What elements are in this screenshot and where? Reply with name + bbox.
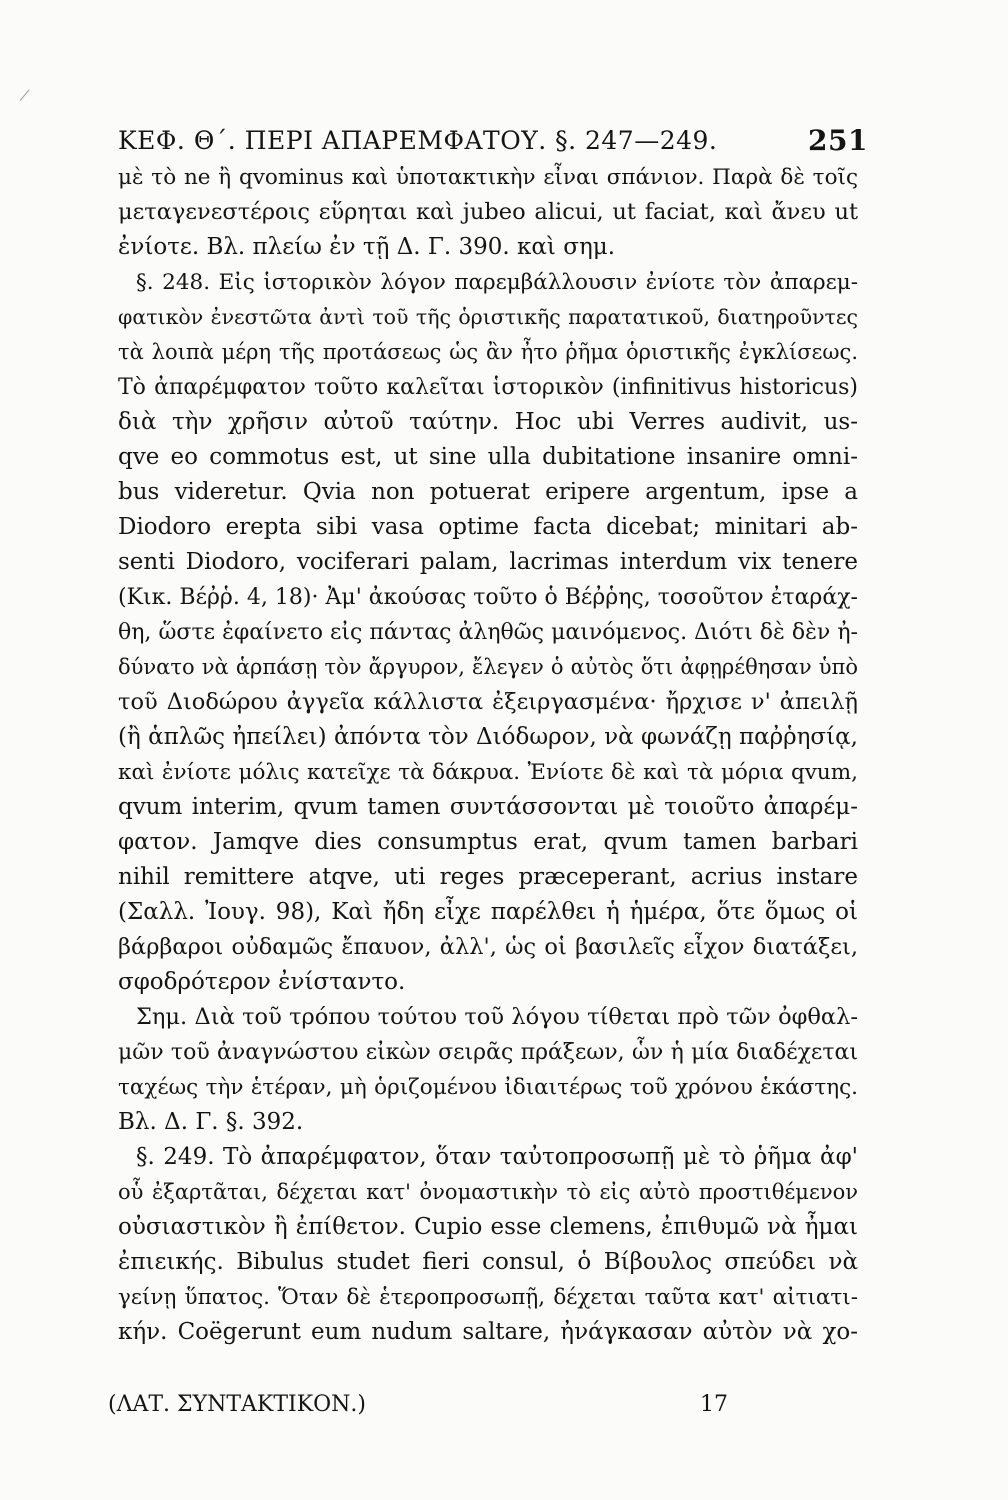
text-line: βάρβαροι οὐδαμῶς ἔπαυον, ἀλλ', ὡς οἱ βασιλεῖς εἶχον διατάξει, xyxy=(118,934,858,960)
text-line: §. 249. Τὸ ἀπαρέμφατον, ὅταν ταὐτοπροσωπῇ μὲ τὸ ῥῆμα ἀφ' xyxy=(136,1144,858,1170)
text-line: ταχέως τὴν ἑτέραν, μὴ ὁριζομένου ἰδιαιτέρως τοῦ χρόνου ἑκάστης. xyxy=(118,1075,858,1100)
page-footer xyxy=(108,1392,728,1417)
body-text xyxy=(118,160,858,1350)
text-line: οὐσιαστικὸν ἢ ἐπίθετον. Cupio esse clemens, ἐπιθυμῶ νὰ ἦμαι xyxy=(118,1214,858,1240)
text-line: κήν. Coëgerunt eum nudum saltare, ἠνάγκασαν αὐτὸν νὰ χο- xyxy=(118,1319,858,1345)
text-line: Diodoro erepta sibi vasa optime facta dicebat; minitari ab- xyxy=(118,514,858,540)
text-line: μεταγενεστέροις εὕρηται καὶ jubeo alicui, ut faciat, καὶ ἄνευ ut xyxy=(118,199,858,225)
text-line: senti Diodoro, vociferari palam, lacrimas interdum vix tenere xyxy=(118,549,858,575)
footer-series-title: (ΛΑΤ. ΣΥΝΤΑΚΤΙΚΟΝ.) xyxy=(108,1392,367,1417)
text-line: φατον. Jamqve dies consumptus erat, qvum tamen barbari xyxy=(118,829,858,855)
signature-mark: 17 xyxy=(700,1392,728,1417)
text-line: καὶ ἐνίοτε μόλις κατεῖχε τὰ δάκρυα. Ἐνίοτε δὲ καὶ τὰ μόρια qvum, xyxy=(118,760,858,785)
text-line: τοῦ Διοδώρου ἀγγεῖα κάλλιστα ἐξειργασμένα· ἤρχισε ν' ἀπειλῇ xyxy=(118,689,858,715)
text-line: (Κικ. Βέῤῥ. 4, 18)· Ἀμ' ἀκούσας τοῦτο ὁ Βέῤῥης, τοσοῦτον ἐταράχ- xyxy=(118,585,858,610)
text-line: Σημ. Διὰ τοῦ τρόπου τούτου τοῦ λόγου τίθεται πρὸ τῶν ὀφθαλ- xyxy=(136,1004,858,1030)
running-title: ΚΕΦ. Θ΄. ΠΕΡΙ ΑΠΑΡΕΜΦΑΤΟΥ. §. 247—249. xyxy=(118,126,718,155)
text-line: οὗ ἐξαρτᾶται, δέχεται κατ' ὀνομαστικὴν τὸ εἰς αὐτὸ προστιθέμενον xyxy=(118,1180,858,1204)
text-line: (ἢ ἁπλῶς ἠπείλει) ἀπόντα τὸν Διόδωρον, νὰ φωνάζῃ παῤῥησίᾳ, xyxy=(118,724,858,750)
page-number: 251 xyxy=(808,124,868,157)
text-line: qve eo commotus est, ut sine ulla dubitatione insanire omni- xyxy=(118,444,858,470)
margin-mark xyxy=(20,90,44,113)
text-line: σφοδρότερον ἐνίσταντο. xyxy=(118,969,406,995)
text-line: §. 248. Εἰς ἱστορικὸν λόγον παρεμβάλλουσιν ἐνίοτε τὸν ἀπαρεμ- xyxy=(136,270,858,295)
text-line: qvum interim, qvum tamen συντάσσονται μὲ τοιοῦτο ἀπαρέμ- xyxy=(118,794,858,820)
text-line: τὰ λοιπὰ μέρη τῆς προτάσεως ὡς ἂν ἦτο ῥῆμα ὁριστικῆς ἐγκλίσεως. xyxy=(118,340,858,364)
text-line: bus videretur. Qvia non potuerat eripere argentum, ipse a xyxy=(118,479,858,505)
text-line: Βλ. Δ. Γ. §. 392. xyxy=(118,1109,304,1135)
text-line: ἐνίοτε. Βλ. πλείω ἐν τῇ Δ. Γ. 390. καὶ σημ. xyxy=(118,234,616,260)
text-line: δύνατο νὰ ἁρπάσῃ τὸν ἄργυρον, ἔλεγεν ὁ αὐτὸς ὅτι ἀφῃρέθησαν ὑπὸ xyxy=(118,655,858,679)
text-line: μῶν τοῦ ἀναγνώστου εἰκὼν σειρᾶς πράξεων, ὧν ἡ μία διαδέχεται xyxy=(118,1040,858,1065)
running-header xyxy=(118,124,868,157)
text-line: (Σαλλ. Ἰουγ. 98), Καὶ ἤδη εἶχε παρέλθει ἡ ἡμέρα, ὅτε ὅμως οἱ xyxy=(118,899,858,925)
text-line: nihil remittere atqve, uti reges præceperant, acrius instare xyxy=(118,864,858,890)
text-line: γείνῃ ὕπατος. Ὅταν δὲ ἑτεροπροσωπῇ, δέχεται ταῦτα κατ' αἰτιατι- xyxy=(118,1285,858,1310)
text-line: φατικὸν ἐνεστῶτα ἀντὶ τοῦ τῆς ὁριστικῆς παρατατικοῦ, διατηροῦντες xyxy=(118,305,858,329)
text-line: θη, ὥστε ἐφαίνετο εἰς πάντας ἀληθῶς μαινόμενος. Διότι δὲ δὲν ἠ- xyxy=(118,620,858,645)
text-line: μὲ τὸ ne ἢ qvominus καὶ ὑποτακτικὴν εἶναι σπάνιον. Παρὰ δὲ τοῖς xyxy=(118,165,858,190)
text-line: Τὸ ἀπαρέμφατον τοῦτο καλεῖται ἱστορικὸν (infinitivus historicus) xyxy=(118,375,858,400)
text-line: διὰ τὴν χρῆσιν αὐτοῦ ταύτην. Hoc ubi Verres audivit, us- xyxy=(118,409,858,435)
text-line: ἐπιεικής. Bibulus studet fieri consul, ὁ Βίβουλος σπεύδει νὰ xyxy=(118,1249,858,1275)
